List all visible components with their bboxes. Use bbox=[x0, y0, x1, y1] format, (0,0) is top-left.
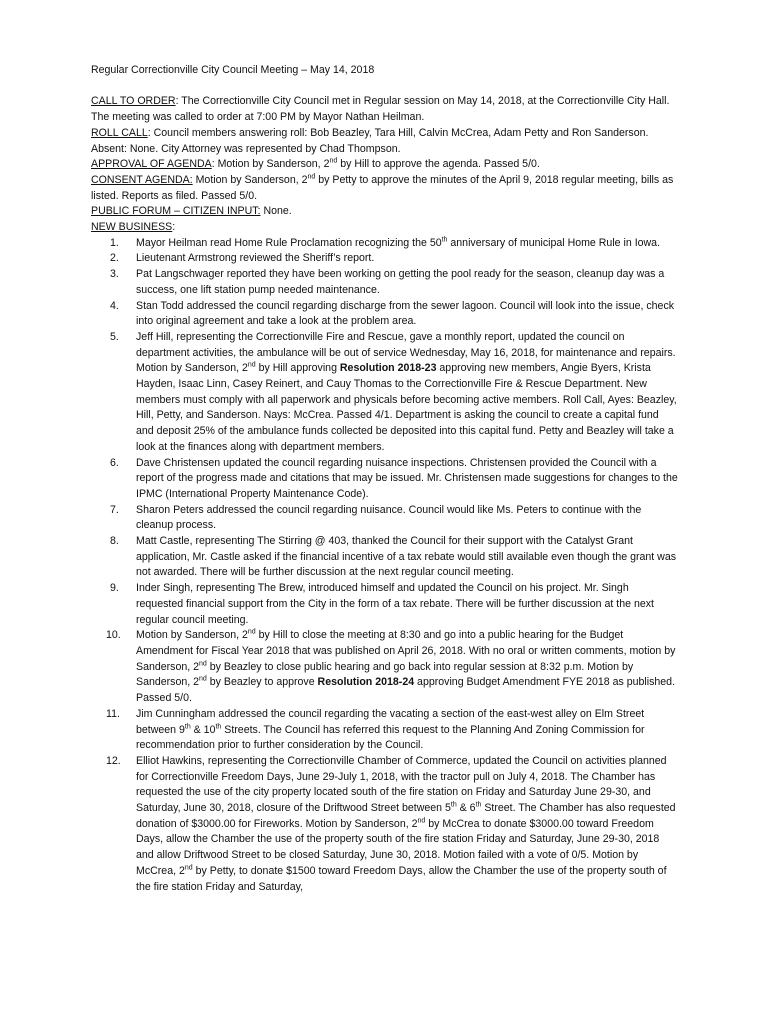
call-to-order-heading: CALL TO ORDER bbox=[91, 95, 176, 108]
roll-call-text: : Council members answering roll: Bob Beazley, Tara Hill, Calvin McCrea, Adam Petty and Ron Sanderson. Absent: None. City Attorney was represented by Chad Thompson. bbox=[91, 126, 649, 155]
ordinal-suffix: th bbox=[475, 801, 482, 809]
item-number: 9. bbox=[110, 582, 119, 595]
roll-call-paragraph bbox=[91, 126, 678, 157]
list-item bbox=[91, 534, 678, 581]
list-item bbox=[91, 330, 678, 456]
item-text: by Hill approving bbox=[255, 362, 340, 375]
list-item bbox=[91, 267, 678, 298]
item-number: 2. bbox=[110, 252, 119, 265]
new-business-list bbox=[91, 236, 678, 896]
list-item bbox=[91, 251, 678, 267]
approval-of-agenda-text-cont: by Hill to approve the agenda. Passed 5/0. bbox=[337, 158, 540, 171]
item-text: Inder Singh, representing The Brew, introduced himself and updated the Council on his project. Mr. Singh requested financial support from the City in the form of a tax rebate. There will be further discussion at the next regular council meeting. bbox=[136, 582, 654, 626]
list-item bbox=[91, 628, 678, 707]
item-text: Lieutenant Armstrong reviewed the Sheriff’s report. bbox=[136, 252, 375, 265]
roll-call-heading: ROLL CALL bbox=[91, 126, 148, 139]
new-business-heading: NEW BUSINESS bbox=[91, 221, 173, 234]
item-text: by Hill to close the meeting at 8:30 and go into a public hearing for the Budget Amendment for Fiscal Year 2018 that was published on April 26, 2018. With no oral or written comments, motion by Sanderson, 2 bbox=[136, 629, 676, 673]
resolution-number: Resolution 2018-23 bbox=[339, 362, 437, 375]
new-business-paragraph bbox=[91, 220, 678, 236]
ordinal-suffix: th bbox=[184, 722, 191, 730]
document-title: Regular Correctionville City Council Meeting – May 14, 2018 bbox=[91, 64, 375, 76]
public-forum-paragraph bbox=[91, 204, 678, 220]
item-text: Matt Castle, representing The Stirring @ 403, thanked the Council for their support with the Catalyst Grant application, Mr. Castle asked if the financial incentive of a tax rebate would still available even though the grant was not awarded. There will be further discussion at the next regular council meeting. bbox=[136, 535, 677, 579]
new-business-colon: : bbox=[172, 221, 176, 234]
list-item bbox=[91, 581, 678, 628]
public-forum-text: None. bbox=[260, 205, 292, 218]
item-number: 10. bbox=[106, 629, 121, 642]
ordinal-suffix: nd bbox=[199, 675, 207, 683]
item-text: by McCrea to donate $3000.00 toward Freedom Days, allow the Chamber the use of the property south of the fire station Friday and Saturday, June 29-30, 2018 and allow Driftwood Street to be closed Saturday, June 30, 2018. Motion failed with a vote of 0/5. Motion by McCrea, 2 bbox=[136, 817, 660, 877]
consent-agenda-text: Motion by Sanderson, 2 bbox=[192, 173, 308, 186]
item-text: Dave Christensen updated the council regarding nuisance inspections. Christensen provided the Council with a report of the progress made and citations that may be issued. Mr. Christensen made suggestions for changes to the IPMC (International Property Maintenance Code). bbox=[136, 456, 678, 500]
list-item bbox=[91, 707, 678, 754]
list-item bbox=[91, 754, 678, 895]
item-text: Jim Cunningham addressed the council regarding the vacating a section of the east-west alley on Elm Street between 9 bbox=[136, 707, 645, 736]
ordinal-suffix: nd bbox=[199, 660, 207, 668]
approval-of-agenda-heading: APPROVAL OF AGENDA bbox=[91, 158, 212, 171]
list-item bbox=[91, 503, 678, 534]
consent-agenda-paragraph bbox=[91, 173, 678, 204]
item-text: Jeff Hill, representing the Correctionville Fire and Rescue, gave a monthly report, updated the council on department activities, the ambulance will be out of service Wednesday, May 16, 2018, for maintenance and repairs. Motion by Sanderson, 2 bbox=[136, 330, 676, 375]
call-to-order-paragraph bbox=[91, 94, 678, 125]
item-number: 5. bbox=[110, 330, 119, 343]
item-text: Stan Todd addressed the council regarding discharge from the sewer lagoon. Council will look into the issue, check into original agreement and take a look at the problem area. bbox=[136, 299, 675, 328]
list-item bbox=[91, 299, 678, 330]
item-text: Elliot Hawkins, representing the Correctionville Chamber of Commerce, updated the Council on activities planned for Correctionville Freedom Days, June 29-July 1, 2018, with the tractor pull on July 4, 2018. The Chamber has requested the use of the city property located south of the fire station on Friday and Saturday June 29-30, and Saturday, June 30, 2018, closure of the Driftwood Street between 5 bbox=[136, 754, 667, 815]
consent-agenda-text-cont: by Petty to approve the minutes of the April 9, 2018 regular meeting, bills as listed. Reports as filed. Passed 5/0. bbox=[91, 173, 674, 202]
ordinal-suffix: nd bbox=[307, 173, 316, 181]
item-text: Pat Langschwager reported they have been working on getting the pool ready for the season, cleanup day was a success, one lift station pump needed maintenance. bbox=[136, 268, 665, 296]
ordinal-suffix: nd bbox=[417, 817, 426, 825]
list-item bbox=[91, 456, 678, 503]
item-number: 8. bbox=[110, 535, 119, 548]
item-number: 1. bbox=[110, 236, 119, 249]
approval-of-agenda-paragraph bbox=[91, 157, 678, 173]
item-text: & 6 bbox=[456, 802, 476, 815]
item-text: Streets. The Council has referred this request to the Planning And Zoning Commission for recommendation prior to further consideration by the Council. bbox=[136, 723, 645, 752]
ordinal-suffix: nd bbox=[247, 628, 256, 636]
item-number: 4. bbox=[110, 299, 119, 312]
item-number: 3. bbox=[110, 268, 119, 281]
ordinal-suffix: th bbox=[450, 801, 457, 809]
ordinal-suffix: nd bbox=[329, 157, 338, 165]
item-number: 7. bbox=[110, 503, 119, 516]
ordinal-suffix: nd bbox=[247, 361, 256, 369]
item-number: 12. bbox=[106, 754, 121, 767]
item-text: anniversary of municipal Home Rule in Iowa. bbox=[447, 236, 661, 249]
item-text: Sharon Peters addressed the council regarding nuisance. Council would like Ms. Peters to continue with the cleanup process. bbox=[136, 503, 642, 532]
item-text: approving Budget Amendment FYE 2018 as published. Passed 5/0. bbox=[136, 676, 676, 705]
item-text: by Beazley to close public hearing and go back into regular session at 8:32 p.m. Motion by Sanderson, 2 bbox=[136, 660, 634, 689]
item-text: Street. The Chamber has also requested donation of $3000.00 for Fireworks. Motion by Sanderson, 2 bbox=[136, 802, 676, 830]
consent-agenda-heading: CONSENT AGENDA: bbox=[91, 173, 193, 186]
call-to-order-text: : The Correctionville City Council met in Regular session on May 14, 2018, at the Correctionville City Hall. The meeting was called to order at 7:00 PM by Mayor Nathan Heilman. bbox=[91, 95, 670, 124]
resolution-number: Resolution 2018-24 bbox=[317, 676, 415, 689]
item-number: 6. bbox=[110, 456, 119, 469]
item-number: 11. bbox=[106, 707, 120, 720]
item-text: by Beazley to approve bbox=[206, 676, 318, 689]
item-text: approving new members, Angie Byers, Krista Hayden, Isaac Linn, Casey Reinert, and Cauy Thomas to the Correctionville Fire & Rescue Department. New members must comply with all paperwork and physicals before becoming active members. Roll Call, Ayes: Beazley, Hill, Petty, and Sanderson. Nays: McCrea. Passed 4/1. Department is asking the council to create a capital fund and deposit 25% of the ambulance funds collected be deposited into this capital fund. Petty and Beazley will take a look at the finances along with department members. bbox=[136, 362, 677, 453]
ordinal-suffix: nd bbox=[184, 864, 193, 872]
list-item bbox=[91, 236, 678, 252]
item-text: Motion by Sanderson, 2 bbox=[136, 629, 248, 642]
ordinal-suffix: th bbox=[441, 236, 448, 244]
ordinal-suffix: th bbox=[215, 722, 222, 730]
approval-of-agenda-text: : Motion by Sanderson, 2 bbox=[211, 158, 330, 171]
item-text: Mayor Heilman read Home Rule Proclamation recognizing the 50 bbox=[136, 236, 442, 249]
public-forum-heading: PUBLIC FORUM – CITIZEN INPUT: bbox=[91, 205, 261, 218]
item-text: by Petty, to donate $1500 toward Freedom Days, allow the Chamber the use of the property south of the fire station Friday and Saturday, bbox=[136, 864, 667, 893]
item-text: & 10 bbox=[190, 723, 216, 736]
